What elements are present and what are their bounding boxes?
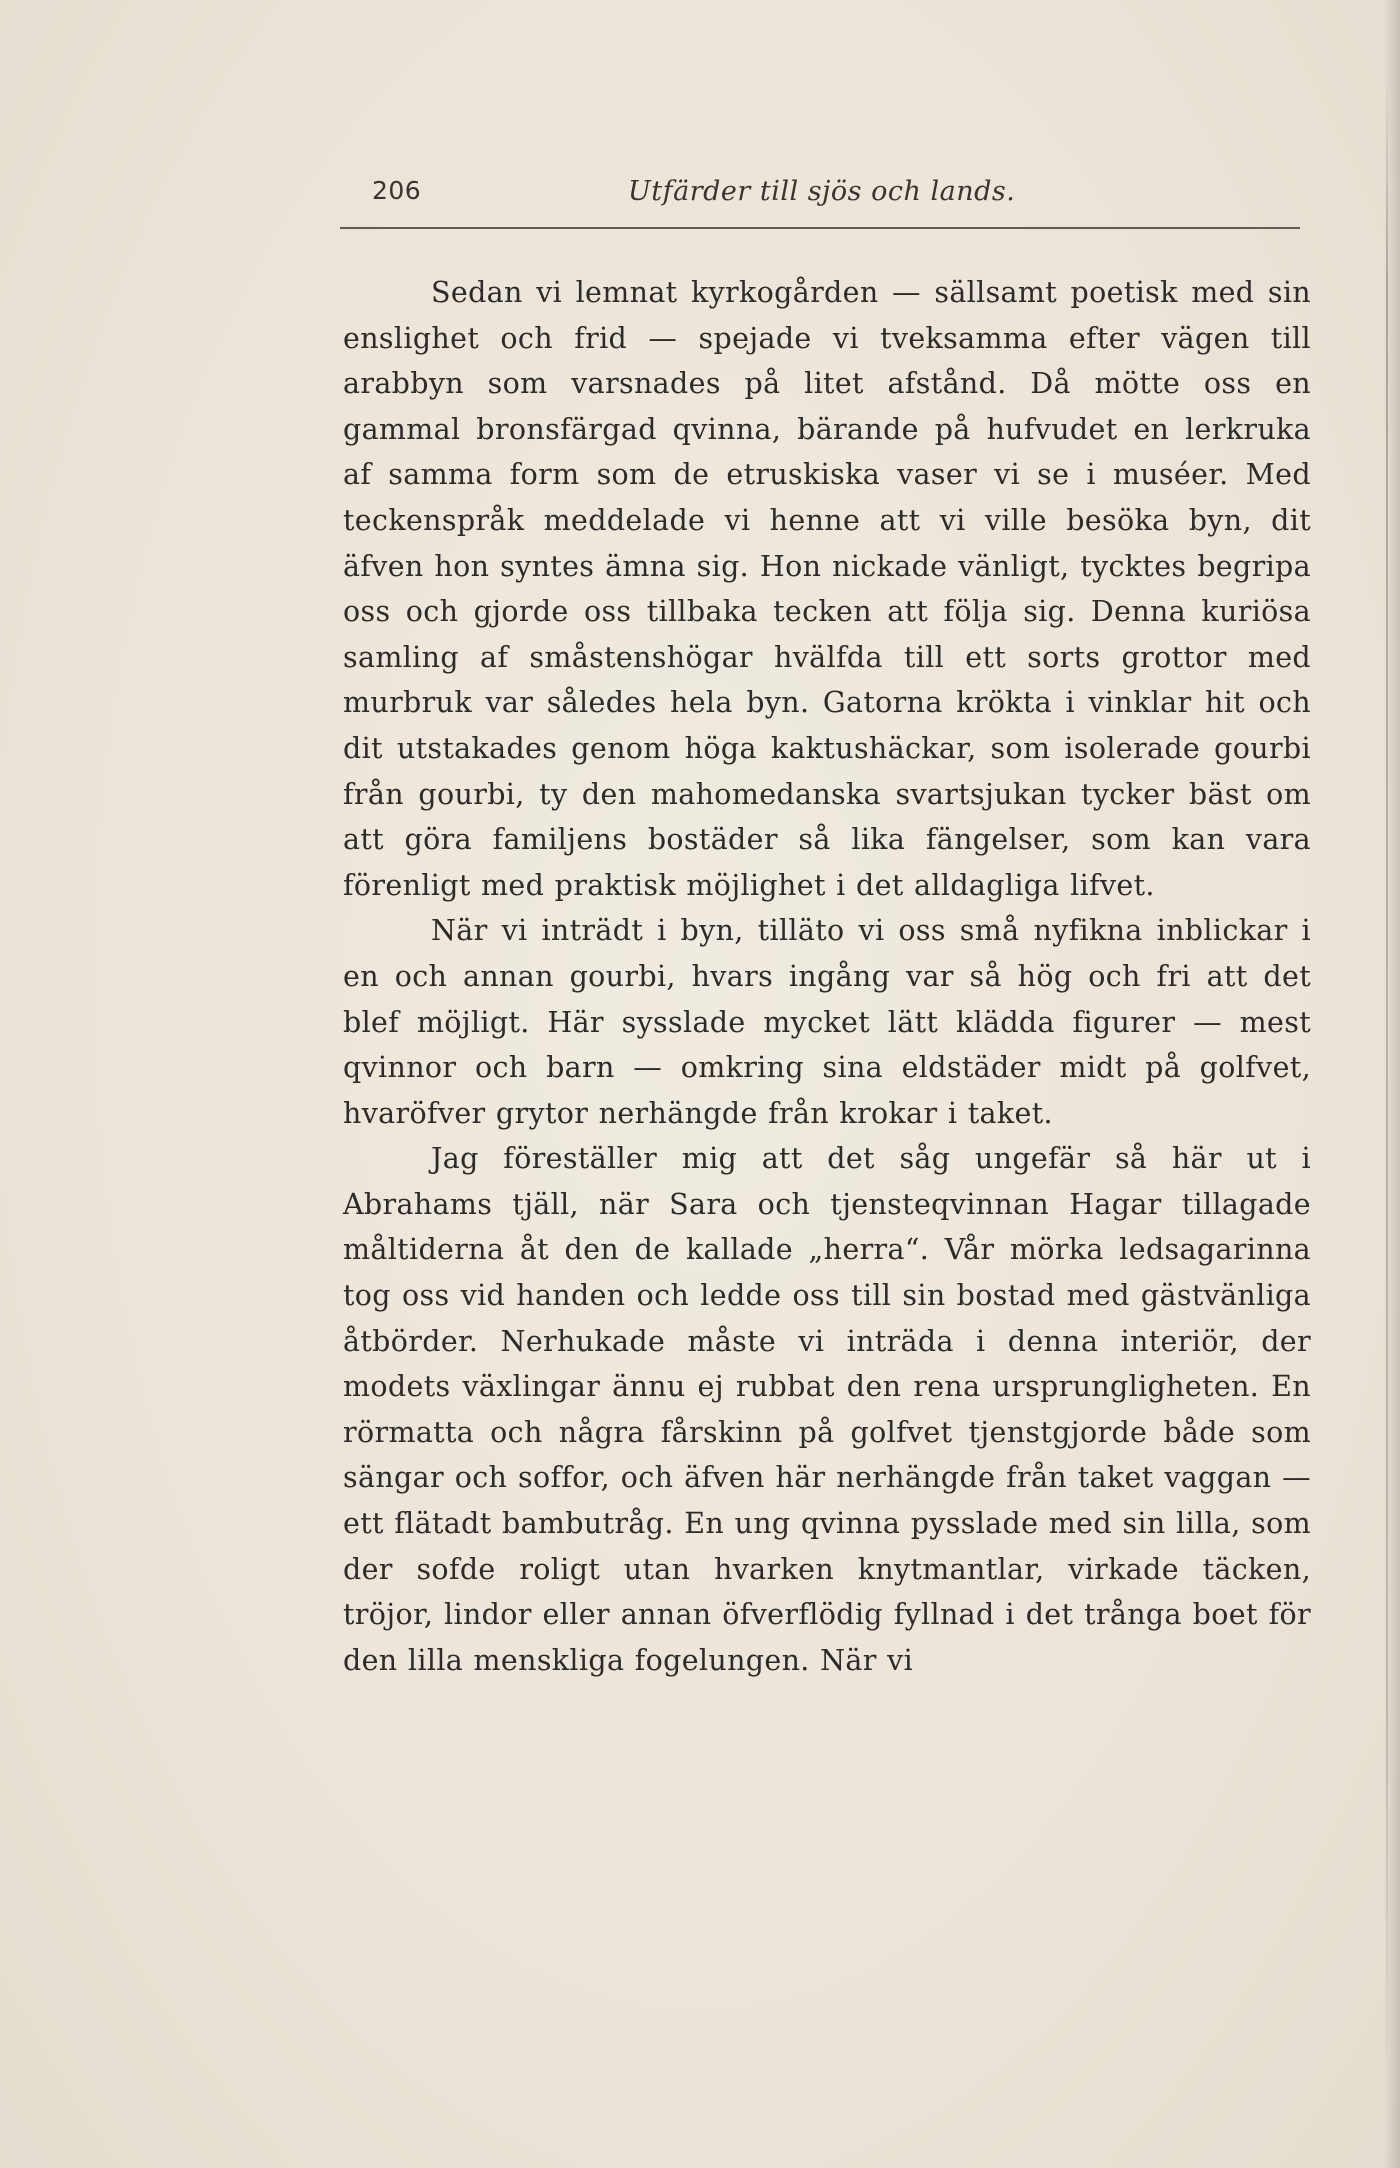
page-number: 206 [372, 176, 422, 205]
page-edge-line [1386, 80, 1388, 2080]
body-text [343, 270, 1311, 1683]
header-rule [340, 227, 1300, 229]
paragraph-2: När vi inträdt i byn, tilläto vi oss små nyfikna inblickar i en och annan gourbi, hvars ingång var så hög och fri att det blef möjligt. Här sysslade mycket lätt klädda figurer — mest qvinnor och barn — omkring sina eldstäder midt på golfvet, hvaröfver grytor nerhängde från krokar i taket. [343, 914, 1311, 1130]
paragraph-3: Jag föreställer mig att det såg ungefär så här ut i Abrahams tjäll, när Sara och tjensteqvinnan Hagar tillagade måltiderna åt den de kallade „herra“. Vår mörka ledsagarinna tog oss vid handen och ledde oss till sin bostad med gästvänliga åtbörder. Nerhukade måste vi inträda i denna interiör, der modets växlingar ännu ej rubbat den rena ursprungligheten. En rörmatta och några fårskinn på golfvet tjenstgjorde både som sängar och soffor, och äfven här nerhängde från taket vaggan — ett flätadt bambutråg. En ung qvinna pysslade med sin lilla, som der sofde roligt utan hvarken knytmantlar, virkade täcken, tröjor, lindor eller annan öfverflödig fyllnad i det trånga boet för den lilla menskliga fogelungen. När vi [343, 1142, 1311, 1677]
running-title: Utfärder till sjös och lands. [628, 176, 1016, 207]
paragraph-1: Sedan vi lemnat kyrkogården — sällsamt poetisk med sin enslighet och frid — spejade vi tveksamma efter vägen till arabbyn som varsnades på litet afstånd. Då mötte oss en gammal bronsfärgad qvinna, bärande på hufvudet en lerkruka af samma form som de etruskiska vaser vi se i muséer. Med teckenspråk meddelade vi henne att vi ville besöka byn, dit äfven hon syntes ämna sig. Hon nickade vänligt, tycktes begripa oss och gjorde oss tillbaka tecken att följa sig. Denna kuriösa samling af småstenshögar hvälfda till ett sorts grottor med murbruk var således hela byn. Gatorna krökta i vinklar hit och dit utstakades genom höga kaktushäckar, som isolerade gourbi från gourbi, ty den mahomedanska svartsjukan tycker bäst om att göra familjens bostäder så lika fängelser, som kan vara förenligt med praktisk möjlighet i det alldagliga lifvet. [343, 276, 1311, 902]
running-head [340, 172, 1300, 216]
